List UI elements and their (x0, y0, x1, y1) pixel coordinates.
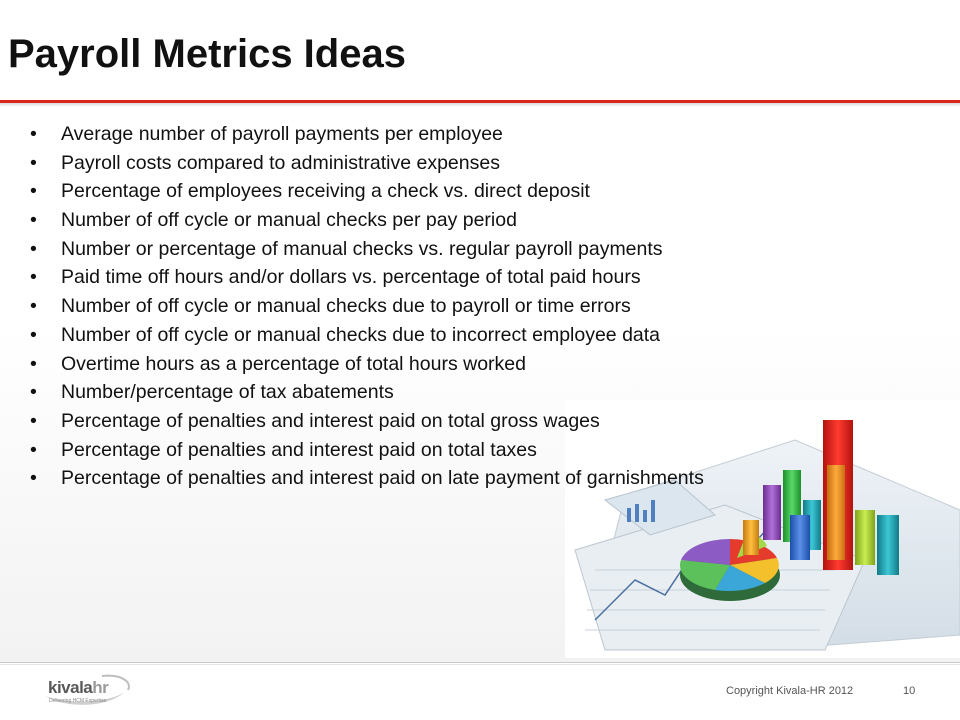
bullet-item (30, 321, 930, 350)
slide-title: Payroll Metrics Ideas (8, 32, 406, 76)
bullet-item (30, 436, 930, 465)
bullet-dot: • (30, 295, 37, 318)
bullet-dot: • (30, 266, 37, 289)
footer-divider (0, 662, 960, 663)
bullet-text: Paid time off hours and/or dollars vs. percentage of total paid hours (61, 266, 641, 289)
logo-tagline: Delivering HCM Expertise (49, 698, 107, 704)
bullet-dot: • (30, 352, 37, 375)
page-number: 10 (903, 685, 916, 697)
bullet-text: Percentage of employees receiving a check vs. direct deposit (61, 180, 590, 203)
bullet-item (30, 149, 930, 178)
kivalahr-logo (42, 672, 134, 712)
bullet-item (30, 263, 930, 292)
logo-text-main: kivala (48, 678, 93, 697)
bullet-dot: • (30, 237, 37, 260)
bullet-item (30, 206, 930, 235)
bullet-item (30, 120, 930, 149)
bullet-text: Overtime hours as a percentage of total hours worked (61, 352, 526, 375)
bullet-dot: • (30, 180, 37, 203)
bullet-item (30, 235, 930, 264)
copyright-text: Copyright Kivala-HR 2012 (726, 685, 854, 697)
bullet-text: Number of off cycle or manual checks due to incorrect employee data (61, 323, 661, 346)
bullet-text: Percentage of penalties and interest paid on late payment of garnishments (61, 467, 704, 490)
bullet-dot: • (30, 323, 37, 346)
bullet-dot: • (30, 467, 37, 490)
title-divider-shadow (0, 103, 960, 107)
bullet-dot: • (30, 123, 37, 145)
bullet-dot: • (30, 438, 37, 461)
bullet-text: Average number of payroll payments per employee (61, 123, 503, 145)
bullet-text: Number of off cycle or manual checks per pay period (61, 209, 517, 232)
bullet-item (30, 464, 930, 493)
bullet-dot: • (30, 151, 37, 174)
bullet-item (30, 378, 930, 407)
bullet-item (30, 292, 930, 321)
bullet-text: Number or percentage of manual checks vs. regular payroll payments (61, 237, 663, 260)
bullet-text: Payroll costs compared to administrative expenses (61, 151, 500, 174)
bullet-text: Percentage of penalties and interest paid on total taxes (61, 438, 537, 461)
bullet-dot: • (30, 409, 37, 432)
bullet-item (30, 350, 930, 379)
bullet-item (30, 177, 930, 206)
bullet-text: Number of off cycle or manual checks due to payroll or time errors (61, 295, 631, 318)
logo-text-hr: hr (92, 678, 109, 697)
bullet-item (30, 407, 930, 436)
bullet-dot: • (30, 381, 37, 404)
bullet-text: Number/percentage of tax abatements (61, 381, 394, 404)
bullet-dot: • (30, 209, 37, 232)
bullet-text: Percentage of penalties and interest paid on total gross wages (61, 409, 600, 432)
footer-divider-shadow (0, 664, 960, 665)
bullet-list (30, 120, 930, 493)
logo-wordmark (48, 678, 108, 698)
